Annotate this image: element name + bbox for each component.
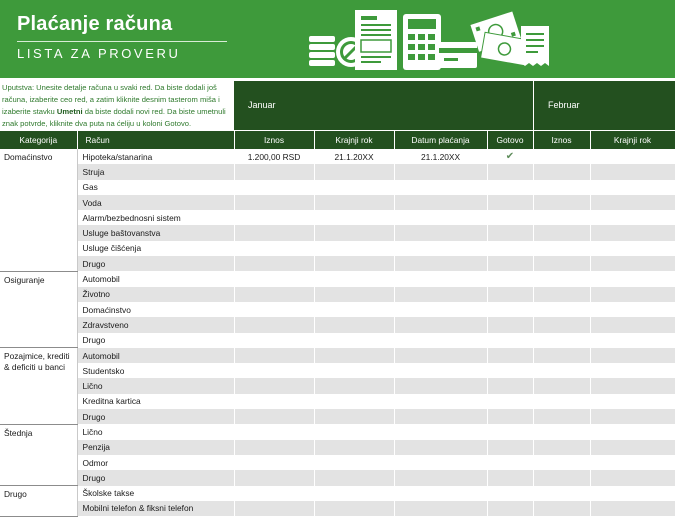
col-header-category[interactable]: Kategorija (0, 131, 77, 149)
bill-name-cell[interactable]: Studentsko (77, 363, 234, 378)
paid-date-cell[interactable] (394, 455, 487, 470)
done-cell[interactable] (487, 486, 533, 501)
paid-date-cell[interactable] (394, 394, 487, 409)
done-cell[interactable] (487, 470, 533, 485)
bills-table (0, 131, 675, 517)
amount-cell[interactable] (234, 195, 314, 210)
due-date-cell[interactable] (314, 210, 394, 225)
amount-feb-cell[interactable] (533, 241, 590, 256)
done-cell[interactable] (487, 348, 533, 363)
amount-cell[interactable] (234, 271, 314, 286)
due-date-cell[interactable] (314, 225, 394, 240)
amount-feb-cell[interactable] (533, 378, 590, 393)
due-feb-cell[interactable] (590, 271, 675, 286)
done-cell[interactable] (487, 241, 533, 256)
due-date-cell[interactable] (314, 378, 394, 393)
paid-date-cell[interactable] (394, 256, 487, 271)
amount-feb-cell[interactable] (533, 287, 590, 302)
due-date-cell[interactable] (314, 180, 394, 195)
done-cell[interactable] (487, 333, 533, 348)
table-row (0, 394, 675, 409)
credit-card-icon (439, 42, 477, 68)
table-row (0, 501, 675, 516)
amount-cell[interactable] (234, 241, 314, 256)
due-feb-cell[interactable] (590, 225, 675, 240)
due-date-cell[interactable]: 21.1.20XX (314, 149, 394, 164)
due-feb-cell[interactable] (590, 501, 675, 516)
done-cell[interactable] (487, 287, 533, 302)
amount-cell[interactable] (234, 394, 314, 409)
due-feb-cell[interactable] (590, 287, 675, 302)
amount-feb-cell[interactable] (533, 164, 590, 179)
amount-feb-cell[interactable] (533, 424, 590, 439)
amount-feb-cell[interactable] (533, 149, 590, 164)
amount-feb-cell[interactable] (533, 470, 590, 485)
column-header-row (0, 131, 675, 149)
amount-feb-cell[interactable] (533, 180, 590, 195)
due-feb-cell[interactable] (590, 363, 675, 378)
bill-name-cell[interactable]: Automobil (77, 348, 234, 363)
amount-cell[interactable] (234, 424, 314, 439)
calculator-icon (403, 14, 441, 70)
due-feb-cell[interactable] (590, 348, 675, 363)
due-feb-cell[interactable] (590, 164, 675, 179)
bill-name-cell[interactable]: Kreditna kartica (77, 394, 234, 409)
table-row (0, 333, 675, 348)
bill-name-cell[interactable]: Automobil (77, 271, 234, 286)
due-feb-cell[interactable] (590, 180, 675, 195)
done-cell[interactable] (487, 180, 533, 195)
amount-cell[interactable] (234, 378, 314, 393)
bill-name-cell[interactable]: Drugo (77, 256, 234, 271)
due-date-cell[interactable] (314, 164, 394, 179)
amount-cell[interactable] (234, 455, 314, 470)
due-feb-cell[interactable] (590, 302, 675, 317)
amount-feb-cell[interactable] (533, 271, 590, 286)
bill-name-cell[interactable]: Životno (77, 287, 234, 302)
col-header-paid-date[interactable]: Datum plaćanja (394, 131, 487, 149)
due-feb-cell[interactable] (590, 149, 675, 164)
due-date-cell[interactable] (314, 501, 394, 516)
amount-cell[interactable] (234, 164, 314, 179)
due-date-cell[interactable] (314, 317, 394, 332)
paid-date-cell[interactable] (394, 348, 487, 363)
paid-date-cell[interactable] (394, 440, 487, 455)
table-body (0, 149, 675, 516)
col-header-due[interactable]: Krajnji rok (314, 131, 394, 149)
done-cell[interactable] (487, 164, 533, 179)
title-divider (17, 41, 227, 42)
table-row (0, 317, 675, 332)
paid-date-cell[interactable] (394, 486, 487, 501)
due-date-cell[interactable] (314, 409, 394, 424)
bill-name-cell[interactable]: Drugo (77, 409, 234, 424)
done-cell[interactable] (487, 455, 533, 470)
banknotes-icon (470, 11, 528, 65)
table-row (0, 164, 675, 179)
amount-cell[interactable] (234, 363, 314, 378)
month-header-january (234, 81, 533, 130)
paid-date-cell[interactable] (394, 333, 487, 348)
col-header-done[interactable]: Gotovo (487, 131, 533, 149)
done-cell[interactable] (487, 317, 533, 332)
instructions-bold: Umetni (56, 107, 83, 116)
amount-cell[interactable] (234, 409, 314, 424)
title-banner (0, 0, 675, 78)
category-cell[interactable]: Domaćinstvo (0, 149, 77, 271)
amount-cell[interactable] (234, 486, 314, 501)
bill-name-cell[interactable]: Alarm/bezbednosni sistem (77, 210, 234, 225)
bill-name-cell[interactable]: Zdravstveno (77, 317, 234, 332)
due-date-cell[interactable] (314, 302, 394, 317)
table-row (0, 440, 675, 455)
paid-date-cell[interactable] (394, 180, 487, 195)
due-date-cell[interactable] (314, 394, 394, 409)
col-header-due-feb[interactable]: Krajnji rok (590, 131, 675, 149)
amount-feb-cell[interactable] (533, 333, 590, 348)
due-date-cell[interactable] (314, 486, 394, 501)
done-cell[interactable] (487, 302, 533, 317)
amount-feb-cell[interactable] (533, 317, 590, 332)
table-row (0, 225, 675, 240)
table-row (0, 256, 675, 271)
amount-feb-cell[interactable] (533, 394, 590, 409)
bill-name-cell[interactable]: Odmor (77, 455, 234, 470)
due-feb-cell[interactable] (590, 394, 675, 409)
due-date-cell[interactable] (314, 241, 394, 256)
instructions-part: da biste dodali novi red. Da biste umetnuli znak potvrde, kliknite dva puta na ćeliju u koloni Gotovo. (2, 107, 226, 128)
bill-name-cell[interactable]: Voda (77, 195, 234, 210)
done-cell[interactable] (487, 394, 533, 409)
table-row (0, 363, 675, 378)
table-row (0, 195, 675, 210)
bill-name-cell[interactable]: Drugo (77, 470, 234, 485)
paid-date-cell[interactable] (394, 225, 487, 240)
due-date-cell[interactable] (314, 440, 394, 455)
paid-date-cell[interactable] (394, 470, 487, 485)
amount-cell[interactable] (234, 210, 314, 225)
table-row (0, 486, 675, 501)
due-feb-cell[interactable] (590, 470, 675, 485)
bill-name-cell[interactable]: Usluge čišćenja (77, 241, 234, 256)
table-row (0, 149, 675, 164)
bill-name-cell[interactable]: Gas (77, 180, 234, 195)
done-cell[interactable] (487, 225, 533, 240)
done-cell[interactable] (487, 271, 533, 286)
table-row (0, 348, 675, 363)
col-header-amount[interactable]: Iznos (234, 131, 314, 149)
amount-feb-cell[interactable] (533, 195, 590, 210)
due-feb-cell[interactable] (590, 210, 675, 225)
bill-name-cell[interactable]: Domaćinstvo (77, 302, 234, 317)
done-cell[interactable] (487, 501, 533, 516)
table-row (0, 424, 675, 439)
instructions-text (2, 82, 231, 130)
amount-cell[interactable] (234, 287, 314, 302)
due-feb-cell[interactable] (590, 241, 675, 256)
done-cell[interactable] (487, 424, 533, 439)
bill-name-cell[interactable]: Hipoteka/stanarina (77, 149, 234, 164)
instructions-part: Uputstva: Unesite detalje računa u svaki red. Da biste dodali još računa, izaberite ceo red, a zatim kliknite desnim tasterom miša i izaberite stavku (2, 83, 220, 116)
amount-cell[interactable] (234, 501, 314, 516)
amount-cell[interactable] (234, 180, 314, 195)
paid-date-cell[interactable] (394, 317, 487, 332)
amount-feb-cell[interactable] (533, 225, 590, 240)
amount-cell[interactable]: 1.200,00 RSD (234, 149, 314, 164)
amount-cell[interactable] (234, 302, 314, 317)
bill-name-cell[interactable]: Drugo (77, 333, 234, 348)
paid-date-cell[interactable] (394, 501, 487, 516)
table-row (0, 455, 675, 470)
due-feb-cell[interactable] (590, 333, 675, 348)
table-row (0, 287, 675, 302)
due-date-cell[interactable] (314, 195, 394, 210)
category-cell[interactable]: Štednja (0, 424, 77, 485)
due-feb-cell[interactable] (590, 440, 675, 455)
bill-name-cell[interactable]: Školske takse (77, 486, 234, 501)
amount-feb-cell[interactable] (533, 348, 590, 363)
month-label: Februar (548, 100, 580, 110)
due-date-cell[interactable] (314, 424, 394, 439)
table-row (0, 302, 675, 317)
receipt-icon (521, 26, 549, 66)
amount-feb-cell[interactable] (533, 302, 590, 317)
due-date-cell[interactable] (314, 271, 394, 286)
due-feb-cell[interactable] (590, 455, 675, 470)
due-feb-cell[interactable] (590, 195, 675, 210)
bill-name-cell[interactable]: Struja (77, 164, 234, 179)
due-date-cell[interactable] (314, 455, 394, 470)
due-date-cell[interactable] (314, 256, 394, 271)
amount-cell[interactable] (234, 440, 314, 455)
due-date-cell[interactable] (314, 470, 394, 485)
category-cell[interactable]: Drugo (0, 486, 77, 517)
done-cell[interactable] (487, 440, 533, 455)
paid-date-cell[interactable] (394, 195, 487, 210)
amount-cell[interactable] (234, 333, 314, 348)
amount-feb-cell[interactable] (533, 501, 590, 516)
done-cell[interactable] (487, 210, 533, 225)
paid-date-cell[interactable] (394, 210, 487, 225)
bill-name-cell[interactable]: Mobilni telefon & fiksni telefon (77, 501, 234, 516)
paid-date-cell[interactable]: 21.1.20XX (394, 149, 487, 164)
done-cell[interactable] (487, 363, 533, 378)
due-feb-cell[interactable] (590, 424, 675, 439)
due-date-cell[interactable] (314, 333, 394, 348)
due-date-cell[interactable] (314, 363, 394, 378)
amount-cell[interactable] (234, 348, 314, 363)
amount-feb-cell[interactable] (533, 409, 590, 424)
paid-date-cell[interactable] (394, 424, 487, 439)
amount-cell[interactable] (234, 470, 314, 485)
category-cell[interactable]: Osiguranje (0, 271, 77, 347)
done-cell[interactable] (487, 409, 533, 424)
done-cell[interactable] (487, 195, 533, 210)
done-cell[interactable] (487, 378, 533, 393)
table-row (0, 210, 675, 225)
amount-cell[interactable] (234, 225, 314, 240)
table-row (0, 271, 675, 286)
bill-name-cell[interactable]: Penzija (77, 440, 234, 455)
sheet-subtitle: LISTA ZA PROVERU (17, 46, 181, 61)
document-icon (355, 10, 397, 70)
amount-feb-cell[interactable] (533, 455, 590, 470)
paid-date-cell[interactable] (394, 409, 487, 424)
done-cell[interactable]: ✔ (487, 149, 533, 164)
sheet-title: Plaćanje računa (17, 13, 173, 35)
paid-date-cell[interactable] (394, 164, 487, 179)
category-cell[interactable]: Pozajmice, krediti & deficiti u banci (0, 348, 77, 424)
table-row (0, 241, 675, 256)
due-date-cell[interactable] (314, 348, 394, 363)
month-header-february (534, 81, 675, 130)
col-header-bill[interactable]: Račun (77, 131, 234, 149)
table-row (0, 470, 675, 485)
due-feb-cell[interactable] (590, 409, 675, 424)
amount-feb-cell[interactable] (533, 440, 590, 455)
due-feb-cell[interactable] (590, 256, 675, 271)
amount-feb-cell[interactable] (533, 486, 590, 501)
paid-date-cell[interactable] (394, 287, 487, 302)
table-row (0, 180, 675, 195)
paid-date-cell[interactable] (394, 378, 487, 393)
due-feb-cell[interactable] (590, 378, 675, 393)
paid-date-cell[interactable] (394, 302, 487, 317)
col-header-amount-feb[interactable]: Iznos (533, 131, 590, 149)
table-row (0, 409, 675, 424)
amount-feb-cell[interactable] (533, 363, 590, 378)
month-label: Januar (248, 100, 276, 110)
amount-feb-cell[interactable] (533, 256, 590, 271)
bill-name-cell[interactable]: Usluge baštovanstva (77, 225, 234, 240)
bill-name-cell[interactable]: Lično (77, 378, 234, 393)
amount-cell[interactable] (234, 317, 314, 332)
due-feb-cell[interactable] (590, 317, 675, 332)
done-cell[interactable] (487, 256, 533, 271)
bills-illustration (305, 6, 555, 76)
paid-date-cell[interactable] (394, 241, 487, 256)
bill-name-cell[interactable]: Lično (77, 424, 234, 439)
amount-cell[interactable] (234, 256, 314, 271)
due-date-cell[interactable] (314, 287, 394, 302)
paid-date-cell[interactable] (394, 363, 487, 378)
table-row (0, 378, 675, 393)
amount-feb-cell[interactable] (533, 210, 590, 225)
paid-date-cell[interactable] (394, 271, 487, 286)
due-feb-cell[interactable] (590, 486, 675, 501)
